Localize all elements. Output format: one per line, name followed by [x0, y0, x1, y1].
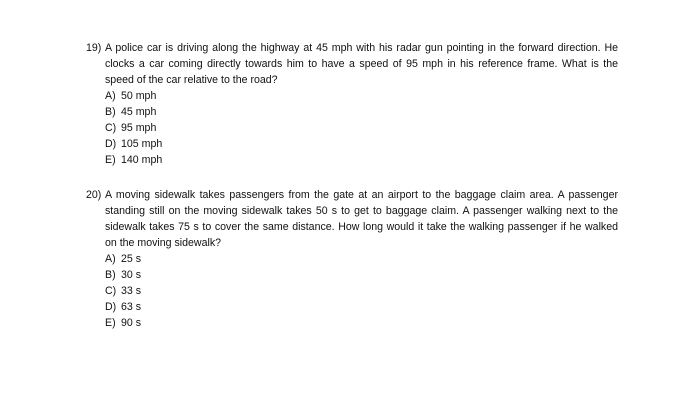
option-value: 45 mph — [121, 106, 157, 118]
option-letter: D) — [105, 138, 117, 150]
option-letter: B) — [105, 269, 116, 281]
option-letter: C) — [105, 285, 117, 297]
option-value: 33 s — [121, 285, 142, 297]
option-letter: E) — [105, 154, 116, 166]
question-number: 20) — [86, 189, 102, 201]
option-letter: B) — [105, 106, 116, 118]
option-value: 140 mph — [121, 154, 163, 166]
question-stem — [86, 187, 618, 251]
option-value: 105 mph — [121, 138, 163, 150]
option-letter: C) — [105, 122, 117, 134]
question-number: 19) — [86, 42, 102, 54]
answer-options — [86, 88, 618, 168]
option-value: 63 s — [121, 301, 142, 313]
option-letter: A) — [105, 253, 116, 265]
option-c — [105, 283, 618, 299]
option-value: 90 s — [121, 317, 142, 329]
option-b — [105, 104, 618, 120]
option-letter: A) — [105, 90, 116, 102]
question-20 — [86, 187, 618, 331]
question-text: A moving sidewalk takes passengers from the gate at an airport to the baggage claim area. A passenger standing still on the moving sidewalk takes 50 s to get to baggage claim. A passenger walking next to the sidewalk takes 75 s to cover the same distance. How long would it take the walking passenger if he walked on the moving sidewalk? — [105, 189, 618, 249]
answer-options — [86, 251, 618, 331]
option-letter: E) — [105, 317, 116, 329]
option-value: 25 s — [121, 253, 142, 265]
question-19 — [86, 40, 618, 168]
option-value: 50 mph — [121, 90, 157, 102]
option-e — [105, 152, 618, 168]
option-d — [105, 136, 618, 152]
option-b — [105, 267, 618, 283]
option-d — [105, 299, 618, 315]
option-value: 95 mph — [121, 122, 157, 134]
question-text: A police car is driving along the highway at 45 mph with his radar gun pointing in the forward direction. He clocks a car coming directly towards him to have a speed of 95 mph in his reference frame. What is the speed of the car relative to the road? — [105, 42, 618, 86]
option-e — [105, 315, 618, 331]
option-a — [105, 251, 618, 267]
option-value: 30 s — [121, 269, 142, 281]
option-letter: D) — [105, 301, 117, 313]
option-c — [105, 120, 618, 136]
option-a — [105, 88, 618, 104]
question-stem — [86, 40, 618, 88]
